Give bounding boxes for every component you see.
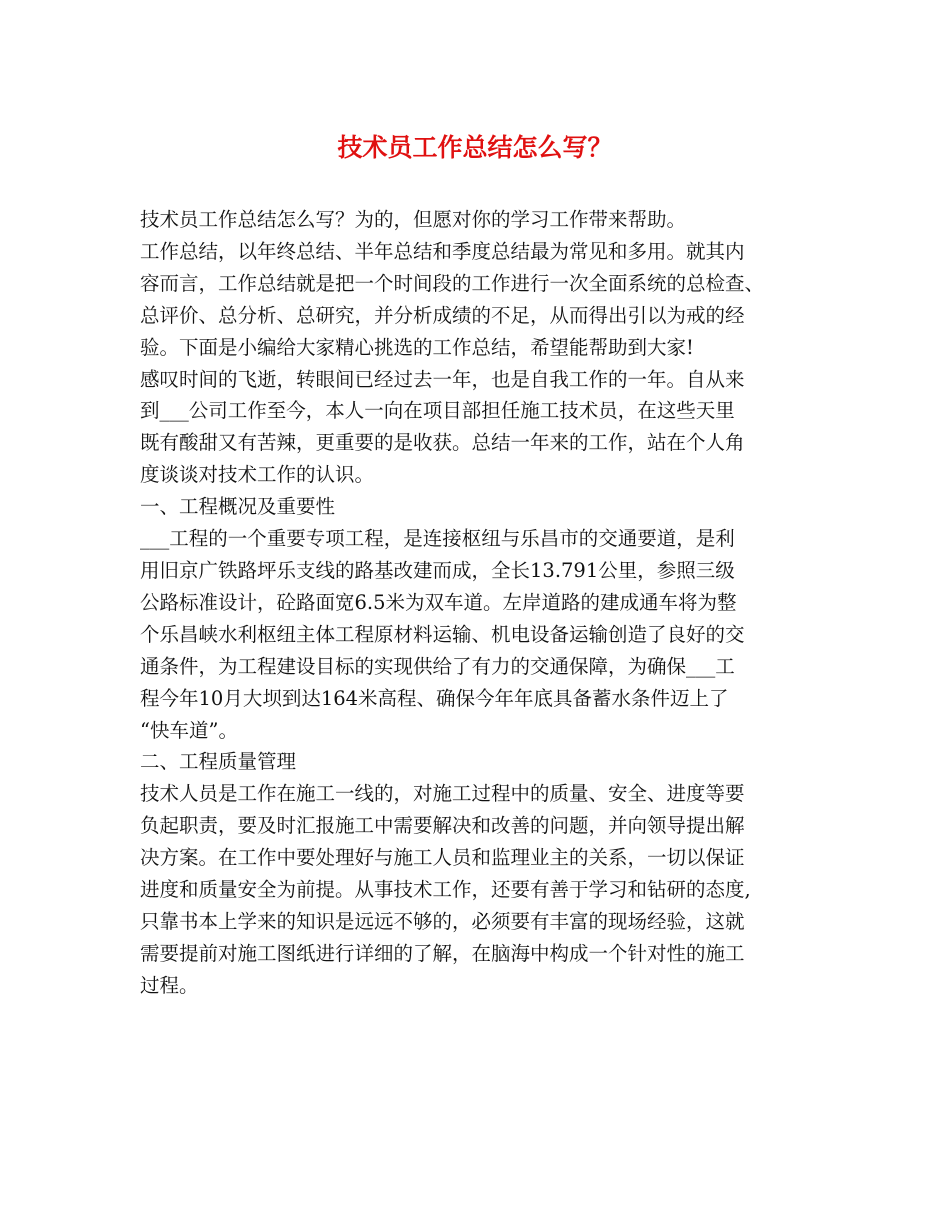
section-heading: 一、工程概况及重要性	[140, 495, 336, 519]
text-line: “快车道”。	[140, 718, 238, 742]
text-line: 总评价、总分析、总研究，并分析成绩的不足，从而得出引以为戒的经	[140, 303, 745, 327]
text-line: 工作总结，以年终总结、半年总结和季度总结最为常见和多用。就其内	[140, 239, 745, 263]
document-title: 技术员工作总结怎么写？	[337, 133, 613, 162]
text-line: 容而言，工作总结就是把一个时间段的工作进行一次全面系统的总检查、	[140, 271, 765, 295]
text-line: 技术员工作总结怎么写？为的，但愿对你的学习工作带来帮助。	[140, 208, 687, 231]
text-line: 到___公司工作至今，本人一向在项目部担任施工技术员，在这些天里	[140, 399, 735, 423]
text-line: 程今年10月大坝到达164米高程、确保今年年底具备蓄水条件迈上了	[140, 686, 729, 710]
text-line: 用旧京广铁路坪乐支线的路基改建而成，全长13.791公里，参照三级	[140, 558, 735, 582]
section-heading: 二、工程质量管理	[140, 750, 297, 774]
text-line: 决方案。在工作中要处理好与施工人员和监理业主的关系，一切以保证	[140, 846, 745, 870]
text-line: 度谈谈对技术工作的认识。	[140, 463, 375, 487]
text-line: 既有酸甜又有苦辣，更重要的是收获。总结一年来的工作，站在个人角	[140, 431, 745, 455]
text-line: 通条件，为工程建设目标的实现供给了有力的交通保障，为确保___工	[140, 654, 735, 678]
text-line: 验。下面是小编给大家精心挑选的工作总结，希望能帮助到大家!	[140, 335, 694, 359]
text-line: 公路标准设计，砼路面宽6.5米为双车道。左岸道路的建成通车将为整	[140, 590, 737, 614]
text-line: 负起职责，要及时汇报施工中需要解决和改善的问题，并向领导提出解	[140, 814, 745, 838]
document-body	[140, 204, 820, 1002]
text-line: 过程。	[140, 973, 199, 997]
text-line: 只靠书本上学来的知识是远远不够的，必须要有丰富的现场经验，这就	[140, 909, 745, 933]
text-line: 需要提前对施工图纸进行详细的了解，在脑海中构成一个针对性的施工	[140, 941, 745, 965]
text-line: 感叹时间的飞逝，转眼间已经过去一年，也是自我工作的一年。自从来	[140, 367, 745, 391]
text-line: 技术人员是工作在施工一线的，对施工过程中的质量、安全、进度等要	[140, 782, 745, 806]
text-line: 个乐昌峡水利枢纽主体工程原材料运输、机电设备运输创造了良好的交	[140, 622, 745, 646]
text-line: ___工程的一个重要专项工程，是连接枢纽与乐昌市的交通要道，是利	[140, 527, 735, 551]
text-line: 进度和质量安全为前提。从事技术工作，还要有善于学习和钻研的态度,	[140, 878, 751, 902]
